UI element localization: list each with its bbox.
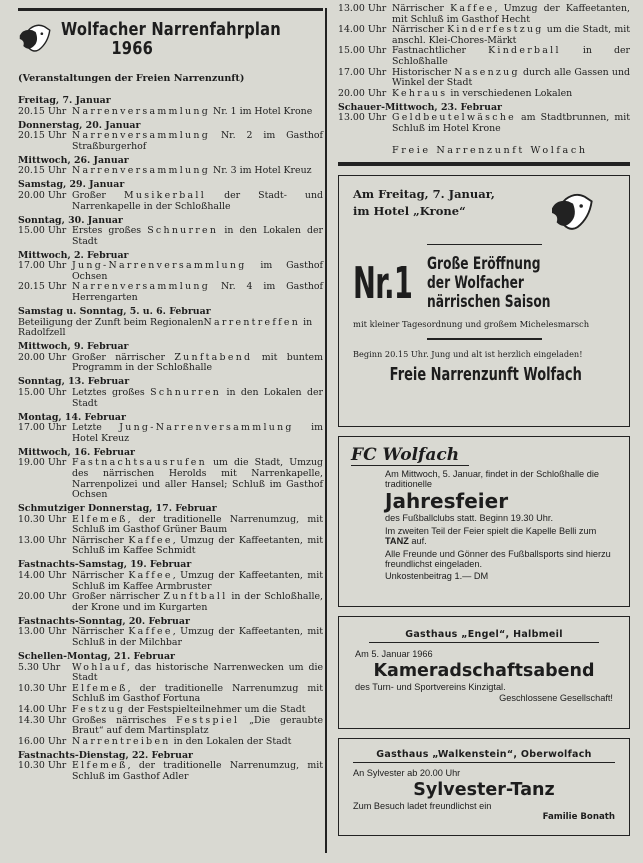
event-description [72,592,323,613]
event-text-part: Beteiligung der Zunft beim Regionalen [18,316,204,328]
schedule-day [18,180,323,212]
event-time: 20.15 Uhr [18,105,67,117]
event-name: Schnurren [147,225,219,237]
schedule-entry [338,89,630,100]
schedule-entry [18,191,323,212]
event-name: Narrenversammlung [72,130,211,142]
schedule-signature: Freie Narrenzunft Wolfach [392,144,588,156]
event-name: Nasenzug [454,66,520,78]
day-heading: Montag, 14. Februar [18,411,126,423]
schedule-day [338,103,630,135]
ad1-headline-line: der Wolfacher [427,273,524,294]
schedule-day [18,307,323,339]
ad2-fee: Unkostenbeitrag 1.— DM [385,571,489,582]
event-time: 20.00 Uhr [18,189,67,201]
event-description [392,68,630,89]
schedule-entry [18,571,323,592]
schedule-entry [18,515,323,536]
event-description [72,107,323,118]
ad1-begin: Beginn 20.15 Uhr. Jung und alt ist herzlich eingeladen! [353,348,583,359]
event-time: 14.00 Uhr [18,703,67,715]
day-heading: Sonntag, 13. Februar [18,376,130,388]
schedule-entry [18,166,323,177]
event-text-part: um die Stadt, mit anschl. Klei-Chores-Märkt [392,24,630,46]
event-name: Schnurren [150,386,222,398]
ad2-headline: Jahresfeier [385,489,509,514]
event-time: 20.15 Uhr [18,130,67,142]
event-name: Kinderfestzug [447,24,544,36]
ad4-headline: Sylvester-Tanz [413,779,555,800]
event-name: Festspiel [176,714,240,726]
event-name: Kaffee [128,534,173,546]
event-description [72,353,323,374]
event-time: 20.00 Uhr [338,87,387,99]
schedule-day [18,96,323,117]
event-name: Kaffee [128,570,173,582]
event-time: 20.00 Uhr [18,351,67,363]
event-text-part: in Radolfzell [18,316,313,339]
event-name: Narrenversammlung [72,165,211,177]
event-description [72,571,323,592]
event-text-part: Närrischer [72,570,129,582]
ad1-date: Am Freitag, 7. Januar, [353,186,495,201]
event-name: Musikerball [123,189,207,201]
day-heading: Donnerstag, 20. Januar [18,119,141,131]
schedule-day [18,216,323,248]
schedule-column-left [18,8,323,786]
section-rule [338,162,630,166]
schedule-day [18,121,323,153]
event-text-part: mit buntem Programm in der Schloßhalle [72,351,323,374]
event-text-part: Nr. 2 im Gasthof Straßburgerhof [72,130,323,152]
event-text-part: um die Stadt, Umzug des närrischen Herolds mit Narrenkapelle, Narrenpolizei und aller Hansel; Schluß im Gasthof Ochsen [72,457,323,501]
schedule-entry [18,627,323,648]
event-text-part: Erstes großes [72,225,148,237]
event-time: 13.00 Uhr [18,534,67,546]
event-time: 19.00 Uhr [18,457,67,469]
event-text-part: Großer [72,189,124,201]
ad-fc-wolfach [338,436,630,607]
schedule-entry [338,4,630,25]
schedule-day [18,448,323,501]
event-name: Kinderball [488,45,561,57]
day-heading: Schellen-Montag, 21. Februar [18,650,175,662]
event-description [72,191,323,212]
schedule-entry [338,68,630,89]
divider [427,244,542,246]
event-text-part: , der traditionelle Narrenumzug, mit Schluß im Gasthof Grüner Baum [72,513,323,536]
event-text-part: Letzte [72,422,120,434]
ad4-line: Zum Besuch ladet freundlichst ein [353,800,492,811]
day-heading: Freitag, 7. Januar [18,95,111,106]
event-name: Geldbeutelwäsche [392,112,516,124]
event-text-part: , Umzug der Kaffeetanten, mit Schluß im Kaffee Schmidt [72,534,323,557]
schedule-day [18,251,323,304]
day-heading: Fastnachts-Dienstag, 22. Februar [18,749,193,761]
schedule-day [338,4,630,99]
schedule-entry [338,25,630,46]
column-divider [325,8,327,853]
ad4-signature: Familie Bonath [542,811,615,822]
schedule-entry [18,592,323,613]
event-time: 14.30 Uhr [18,714,67,726]
day-heading: Schmutziger Donnerstag, 17. Februar [18,503,217,515]
event-text-part: Historischer [392,66,455,78]
ad4-heading: Gasthaus „Walkenstein“, Oberwolfach [353,749,615,763]
ad2-line: Alle Freunde und Gönner des Fußballsports sind hierzu freundlichst eingeladen. [385,548,611,569]
ad1-subline: mit kleiner Tagesordnung und großem Michelesmarsch [353,319,590,330]
event-text-part: Närrischer [392,3,451,14]
schedule-entry [18,684,323,705]
day-heading: Samstag u. Sonntag, 5. u. 6. Februar [18,306,211,318]
event-description [392,89,630,100]
schedule-list-continued [338,4,630,135]
event-name: Kaffee [450,3,495,14]
event-text-part: in der Schloßhalle, der Krone und im Kurgarten [72,591,323,613]
event-name: Elfemeß [72,760,128,772]
event-name: Narrentreffen [203,316,301,328]
schedule-entry [18,131,323,152]
ad3-heading: Gasthaus „Engel“, Halbmeil [369,629,599,643]
day-heading: Fastnachts-Sonntag, 20. Februar [18,615,190,627]
event-name: Jung-Narrenversammlung [72,260,247,272]
event-description [392,4,630,25]
event-text [18,318,323,339]
event-time: 14.00 Uhr [338,24,387,36]
schedule-day [18,617,323,649]
schedule-entry [18,761,323,782]
event-text-part: „Die geraubte Braut“ auf dem Martinsplatz [72,714,324,737]
event-text-part: , Umzug der Kaffeetanten, mit Schluß in der Milchbar [72,626,323,648]
schedule-entry [18,536,323,557]
event-description [72,515,323,536]
ad-narrenversammlung [338,175,630,427]
event-name: Zunftabend [174,351,253,363]
event-text-part: im Hotel Kreuz [72,422,323,444]
event-text-part: , Umzug der Kaffeetanten, mit Schluß im Gasthof Hecht [392,3,630,25]
page-title: Wolfacher Narrenfahrplan 1966 [61,20,282,59]
event-text-part: Nr. 3 im Hotel Kreuz [210,165,312,177]
event-time: 17.00 Uhr [338,66,387,78]
event-text-part: am Stadtbrunnen, mit Schluß im Hotel Krone [392,112,630,134]
ad3-headline: Kameradschaftsabend [373,660,595,681]
event-description [72,388,323,409]
event-text-part: Fastnachtlicher [392,45,489,57]
ad1-venue: im Hotel „Krone“ [353,203,466,218]
event-text-part: Närrischer [72,534,129,546]
event-time: 10.30 Uhr [18,513,67,525]
day-heading: Fastnachts-Samstag, 19. Februar [18,559,192,571]
event-name: Jung-Narrenversammlung [119,422,294,434]
event-time: 10.30 Uhr [18,682,67,694]
event-time: 20.15 Uhr [18,281,67,293]
day-heading: Mittwoch, 26. Januar [18,154,129,166]
schedule-list [18,96,323,782]
event-name: Wohlauf [72,661,127,673]
event-time: 16.00 Uhr [18,735,67,747]
event-time: 15.00 Uhr [18,386,67,398]
schedule-day [18,652,323,747]
column-right [338,4,630,836]
schedule-entry [18,353,323,374]
ad3-line: Geschlossene Gesellschaft! [499,692,613,703]
event-description [72,166,323,177]
event-text-part: der Festspielteilnehmer um die Stadt [125,703,306,715]
jester-mask-icon [18,21,53,57]
event-text-part: in der Schloßhalle [392,45,630,67]
event-description [72,282,323,303]
club-logo-text: FC Wolfach [351,445,469,466]
schedule-day [18,156,323,177]
day-heading: Mittwoch, 2. Februar [18,249,129,261]
schedule-entry [338,46,630,67]
event-description [72,737,323,748]
ad1-number: Nr.1 [353,258,413,310]
event-description [72,458,323,500]
ad2-line: Im zweiten Teil der Feier spielt die Kapelle Belli zum TANZ auf. [385,525,597,547]
schedule-entry [18,107,323,118]
ad1-headline [353,255,615,312]
schedule-entry [338,113,630,134]
ad2-line: des Fußballclubs statt. Beginn 19.30 Uhr. [385,513,554,524]
event-time: 15.00 Uhr [18,225,67,237]
event-text-part: , das historische Narrenwecken um die Stadt [72,661,323,684]
event-text-part: durch alle Gassen und Winkel der Stadt [392,66,630,89]
event-description [392,113,630,134]
event-description [392,25,630,46]
event-description [72,536,323,557]
event-text-part: Nr. 1 im Hotel Krone [210,105,313,117]
event-text-part: Großer närrischer [72,591,164,603]
event-name: Fastnachtsausrufen [72,457,207,469]
event-description [72,423,323,444]
event-time: 20.15 Uhr [18,165,67,177]
event-text-part: , der traditionelle Narrenumzug mit Schluß im Gasthof Fortuna [72,682,323,705]
day-heading: Mittwoch, 9. Februar [18,341,129,353]
event-description [72,663,323,684]
event-text-part: in den Lokalen der Stadt [170,735,292,747]
event-text-part: , der traditionelle Narrenumzug, mit Schluß im Gasthof Adler [72,760,323,782]
title-block [18,21,323,67]
event-text-part: Närrischer [72,626,129,638]
schedule-entry [18,261,323,282]
event-time: 13.00 Uhr [338,3,387,14]
event-text-part: Großes närrisches [72,714,177,726]
schedule-entry [18,737,323,748]
title-year: 1966 [111,39,154,59]
event-name: Elfemeß [72,513,128,525]
event-time: 14.00 Uhr [18,570,67,582]
event-time: 20.00 Uhr [18,591,67,603]
event-text-part: in den Lokalen der Stadt [72,386,323,409]
event-name: Narrenversammlung [72,105,211,117]
event-description [392,46,630,67]
ad1-signature: Freie Narrenzunft Wolfach [389,363,582,385]
schedule-day [18,504,323,557]
event-time: 17.00 Uhr [18,422,67,434]
schedule-day [18,413,323,445]
subtitle: (Veranstaltungen der Freien Narrenzunft) [18,73,245,84]
schedule-entry [18,663,323,684]
event-text-part: im Gasthof Ochsen [72,260,323,282]
event-text-part: in verschiedenen Lokalen [447,87,573,99]
event-text-part: der Stadt- und Narrenkapelle in der Schloßhalle [72,189,324,212]
event-text-part: , Umzug der Kaffeetanten, mit Schluß im Kaffee Armbruster [72,570,323,592]
schedule-entry [18,226,323,247]
event-time: 13.00 Uhr [338,112,387,124]
schedule-day [18,751,323,783]
event-time: 17.00 Uhr [18,260,67,272]
event-text-part: Großer närrischer [72,351,175,363]
event-description [72,627,323,648]
ad1-headline-line: närrischen Saison [427,292,551,313]
event-text-part: Letztes großes [72,386,151,398]
event-description [72,131,323,152]
ad3-line: des Turn- und Sportvereins Kinzigtal. [355,681,506,692]
jester-mask-icon [541,192,605,234]
day-heading: Mittwoch, 16. Februar [18,446,135,458]
event-time: 15.00 Uhr [338,45,387,57]
event-description [72,226,323,247]
event-name: Kaffee [128,626,173,638]
event-text-part: in den Lokalen der Stadt [72,225,323,247]
ad-gasthaus-engel [338,616,630,729]
event-name: Festzug [72,703,126,715]
event-description [72,261,323,282]
schedule-day [18,560,323,613]
event-description [72,716,323,737]
divider [427,338,542,340]
schedule-entry [18,423,323,444]
event-time: 13.00 Uhr [18,626,67,638]
schedule-entry [18,282,323,303]
event-description [72,761,323,782]
event-description [72,684,323,705]
ad-gasthaus-walkenstein [338,738,630,836]
event-name: Zunftball [163,591,228,603]
day-heading: Sonntag, 30. Januar [18,214,123,226]
schedule-entry [18,388,323,409]
event-name: Kehraus [392,87,448,99]
schedule-day [18,342,323,374]
event-time: 10.30 Uhr [18,760,67,772]
ad1-headline-line: Große Eröffnung [427,254,541,275]
ad2-intro: Am Mittwoch, 5. Januar, findet in der Schloßhalle die traditionelle [385,468,599,489]
event-text-part: Närrischer [392,24,448,36]
event-name: Elfemeß [72,682,128,694]
event-name: Narrentreiben [72,735,171,747]
schedule-day [18,377,323,409]
event-name: Narrenversammlung [72,281,211,293]
ad3-date: Am 5. Januar 1966 [355,648,433,659]
top-rule [18,8,323,11]
day-heading: Schauer-Mittwoch, 23. Februar [338,101,502,113]
day-heading: Samstag, 29. Januar [18,179,125,191]
schedule-entry [18,716,323,737]
event-time: 5.30 Uhr [18,661,61,673]
schedule-entry [18,458,323,500]
ad4-date: An Sylvester ab 20.00 Uhr [353,767,461,778]
event-text-part: Nr. 4 im Gasthof Herrengarten [72,281,323,304]
